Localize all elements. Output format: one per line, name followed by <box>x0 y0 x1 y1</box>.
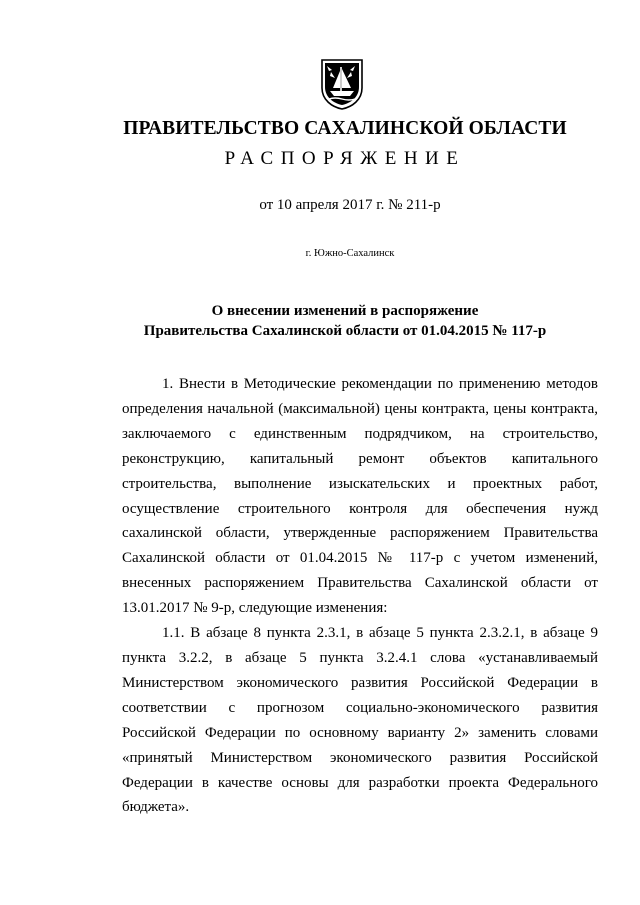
coat-of-arms-icon <box>318 58 366 110</box>
government-title: ПРАВИТЕЛЬСТВО САХАЛИНСКОЙ ОБЛАСТИ <box>123 118 567 139</box>
body-paragraph-2: 1.1. В абзаце 8 пункта 2.3.1, в абзаце 5 пункта 2.3.2.1, в абзаце 9 пункта 3.2.2, в абзаце 5 пункта 3.2.4.1 слова «устанавливаемый Министерством экономического развития Российской Федерации в соответствии с прогнозом социально-экономического развития Российской Федерации по основному варианту 2» заменить словами «принятый Министерством экономического развития Российской Федерации в качестве основы для разработки проекта Федерального бюджета». <box>122 625 598 816</box>
document-body <box>122 372 598 820</box>
issuing-city: г. Южно-Сахалинск <box>305 248 395 259</box>
document-date-number: от 10 апреля 2017 г. № 211-р <box>259 197 441 213</box>
body-paragraph-1: 1. Внести в Методические рекомендации по применению методов определения начальной (максимальной) цены контракта, цены контракта, заключаемого с единственным подрядчиком, на строительство, реконструкцию, капитальный ремонт объектов капитального строительства, выполнение изыскательских и проектных работ, осуществление строительного контроля для обеспечения нужд сахалинской области, утвержденные распоряжением Правительства Сахалинской области от 01.04.2015 № 117-р с учетом изменений, внесенных распоряжением Правительства Сахалинской области от 13.01.2017 № 9-р, следующие изменения: <box>122 376 598 617</box>
subject-line-2: Правительства Сахалинской области от 01.04.2015 № 117-р <box>143 323 547 339</box>
subject-line-1: О внесении изменений в распоряжение <box>211 303 479 319</box>
document-type: РАСПОРЯЖЕНИЕ <box>224 148 466 169</box>
document-subject <box>0 301 640 341</box>
